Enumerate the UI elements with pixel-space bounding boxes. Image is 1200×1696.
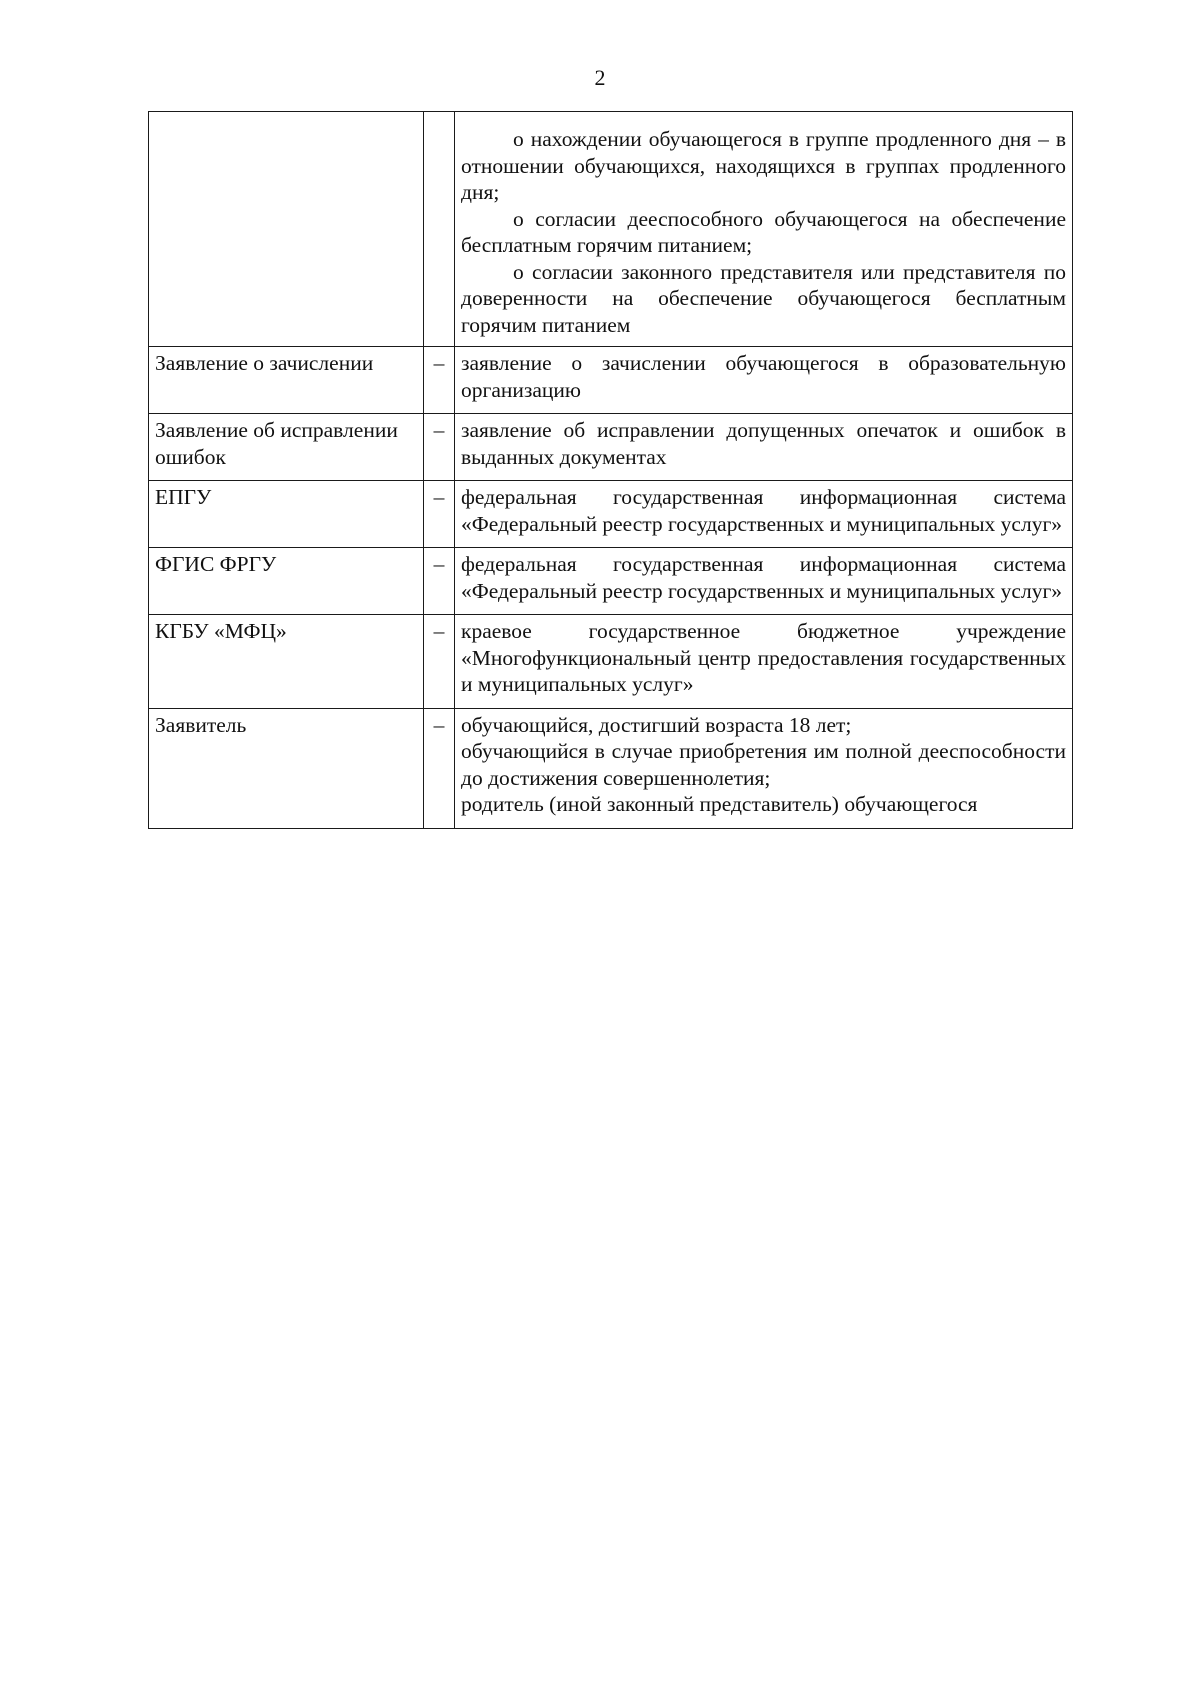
definitions-table	[148, 111, 1073, 829]
term-cell: Заявление о зачислении	[149, 347, 424, 414]
term-cell: Заявитель	[149, 708, 424, 828]
dash-cell: –	[424, 347, 455, 414]
dash-cell: –	[424, 414, 455, 481]
table-row	[149, 112, 1073, 347]
definition-cell	[455, 548, 1073, 615]
table-row	[149, 481, 1073, 548]
table-row	[149, 548, 1073, 615]
definition-paragraph: федеральная государственная информационная система «Федеральный реестр государственных и муниципальных услуг»	[461, 485, 1066, 536]
term-cell: Заявление об исправлении ошибок	[149, 414, 424, 481]
definition-cell	[455, 708, 1073, 828]
term-cell: ЕПГУ	[149, 481, 424, 548]
table-row	[149, 414, 1073, 481]
definition-cell	[455, 615, 1073, 709]
definition-cell	[455, 347, 1073, 414]
term-cell: ФГИС ФРГУ	[149, 548, 424, 615]
dash-cell: –	[424, 615, 455, 709]
page-number: 2	[594, 65, 606, 90]
definition-cell	[455, 414, 1073, 481]
definition-paragraph: заявление о зачислении обучающегося в образовательную организацию	[461, 351, 1066, 402]
definition-paragraph: обучающийся в случае приобретения им полной дееспособности до достижения совершеннолетия;	[461, 739, 1066, 790]
definition-paragraph: о нахождении обучающегося в группе продленного дня – в отношении обучающихся, находящихся в группах продленного дня;	[461, 127, 1066, 204]
table-row	[149, 615, 1073, 709]
table-row	[149, 708, 1073, 828]
definition-paragraph: родитель (иной законный представитель) обучающегося	[461, 792, 978, 816]
table-row	[149, 347, 1073, 414]
dash-cell: –	[424, 481, 455, 548]
definition-paragraph: заявление об исправлении допущенных опечаток и ошибок в выданных документах	[461, 418, 1066, 469]
dash-cell: –	[424, 708, 455, 828]
definition-paragraph: краевое государственное бюджетное учреждение «Многофункциональный центр предоставления государственных и муниципальных услуг»	[461, 619, 1066, 696]
term-cell	[149, 112, 424, 347]
definition-cell	[455, 481, 1073, 548]
term-cell: КГБУ «МФЦ»	[149, 615, 424, 709]
definition-paragraph: о согласии дееспособного обучающегося на обеспечение бесплатным горячим питанием;	[461, 206, 1066, 257]
dash-cell	[424, 112, 455, 347]
definition-cell	[455, 112, 1073, 347]
definition-paragraph: федеральная государственная информационная система «Федеральный реестр государственных и муниципальных услуг»	[461, 552, 1066, 603]
definition-paragraph: о согласии законного представителя или представителя по доверенности на обеспечение обучающегося бесплатным горячим питанием	[461, 259, 1066, 337]
dash-cell: –	[424, 548, 455, 615]
definition-paragraph: обучающийся, достигший возраста 18 лет;	[461, 712, 852, 737]
